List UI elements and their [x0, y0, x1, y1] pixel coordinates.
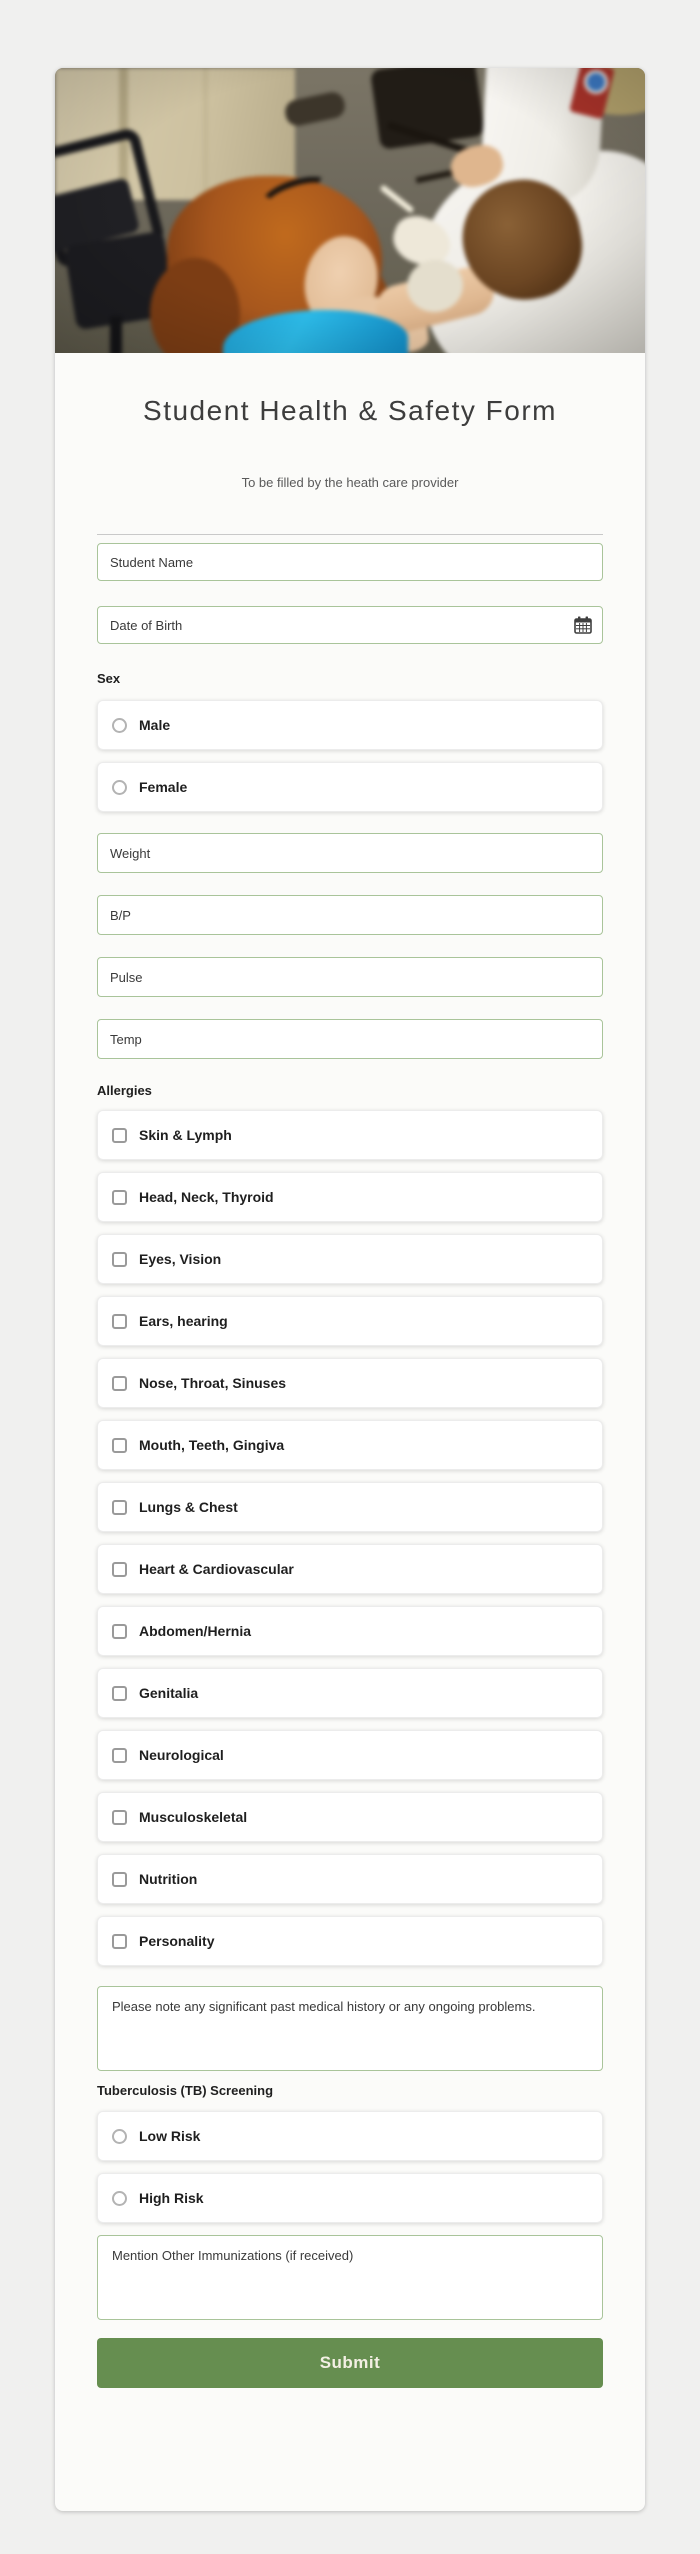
radio-option-label: High Risk [139, 2190, 204, 2206]
checkbox-option-heart-cardiovascular[interactable] [97, 1544, 603, 1594]
radio-option-label: Male [139, 717, 171, 733]
checkbox-option-lungs-chest[interactable] [97, 1482, 603, 1532]
checkbox-option-label: Heart & Cardiovascular [139, 1561, 294, 1577]
radio-option-low-risk[interactable] [97, 2111, 603, 2161]
form-card [55, 68, 645, 2511]
checkbox-option-label: Nose, Throat, Sinuses [139, 1375, 287, 1391]
checkbox-icon[interactable] [112, 1376, 127, 1391]
checkbox-icon[interactable] [112, 1190, 127, 1205]
checkbox-option-ears-hearing[interactable] [97, 1296, 603, 1346]
checkbox-option-label: Mouth, Teeth, Gingiva [139, 1437, 285, 1453]
checkbox-option-label: Abdomen/Hernia [139, 1623, 252, 1639]
checkbox-icon[interactable] [112, 1872, 127, 1887]
other-immunizations-textarea[interactable] [97, 2235, 603, 2320]
checkbox-icon[interactable] [112, 1252, 127, 1267]
sex-label: Sex [97, 671, 121, 686]
checkbox-icon[interactable] [112, 1500, 127, 1515]
checkbox-option-label: Lungs & Chest [139, 1499, 238, 1515]
radio-option-label: Female [139, 779, 188, 795]
temp-input[interactable] [97, 1019, 603, 1059]
medical-history-textarea[interactable] [97, 1986, 603, 2071]
form-subtitle: To be filled by the heath care provider [241, 475, 459, 490]
checkbox-option-label: Skin & Lymph [139, 1127, 232, 1143]
checkbox-option-mouth-teeth-gingiva[interactable] [97, 1420, 603, 1470]
checkbox-icon[interactable] [112, 1562, 127, 1577]
checkbox-option-genitalia[interactable] [97, 1668, 603, 1718]
radio-option-male[interactable] [97, 700, 603, 750]
radio-option-high-risk[interactable] [97, 2173, 603, 2223]
checkbox-icon[interactable] [112, 1314, 127, 1329]
checkbox-icon[interactable] [112, 1934, 127, 1949]
checkbox-icon[interactable] [112, 1686, 127, 1701]
radio-icon[interactable] [112, 718, 127, 733]
checkbox-option-label: Eyes, Vision [139, 1251, 222, 1267]
checkbox-option-skin-lymph[interactable] [97, 1110, 603, 1160]
checkbox-icon[interactable] [112, 1438, 127, 1453]
checkbox-option-abdomen-hernia[interactable] [97, 1606, 603, 1656]
student-name-input[interactable] [97, 543, 603, 581]
checkbox-option-label: Neurological [139, 1747, 224, 1763]
header-image [55, 68, 645, 353]
checkbox-option-label: Nutrition [139, 1871, 198, 1887]
checkbox-option-label: Genitalia [139, 1685, 199, 1701]
checkbox-option-label: Head, Neck, Thyroid [139, 1189, 274, 1205]
tb-screening-label: Tuberculosis (TB) Screening [97, 2083, 274, 2098]
checkbox-option-musculoskeletal[interactable] [97, 1792, 603, 1842]
calendar-icon[interactable] [574, 616, 592, 634]
checkbox-icon[interactable] [112, 1810, 127, 1825]
date-of-birth-input[interactable] [97, 606, 603, 644]
page-title: Student Health & Safety Form [143, 395, 557, 426]
divider [97, 534, 603, 535]
checkbox-option-label: Personality [139, 1933, 215, 1949]
checkbox-option-nutrition[interactable] [97, 1854, 603, 1904]
radio-icon[interactable] [112, 2191, 127, 2206]
checkbox-option-label: Musculoskeletal [139, 1809, 248, 1825]
checkbox-option-personality[interactable] [97, 1916, 603, 1966]
bp-input[interactable] [97, 895, 603, 935]
radio-icon[interactable] [112, 2129, 127, 2144]
radio-option-label: Low Risk [139, 2128, 201, 2144]
checkbox-option-neurological[interactable] [97, 1730, 603, 1780]
weight-input[interactable] [97, 833, 603, 873]
checkbox-option-label: Ears, hearing [139, 1313, 228, 1329]
checkbox-icon[interactable] [112, 1624, 127, 1639]
submit-button[interactable]: Submit [97, 2338, 603, 2388]
pulse-input[interactable] [97, 957, 603, 997]
radio-icon[interactable] [112, 780, 127, 795]
checkbox-option-head-neck-thyroid[interactable] [97, 1172, 603, 1222]
allergies-label: Allergies [97, 1083, 152, 1098]
checkbox-icon[interactable] [112, 1128, 127, 1143]
checkbox-option-eyes-vision[interactable] [97, 1234, 603, 1284]
radio-option-female[interactable] [97, 762, 603, 812]
form-content [55, 391, 645, 2487]
checkbox-icon[interactable] [112, 1748, 127, 1763]
checkbox-option-nose-throat-sinuses[interactable] [97, 1358, 603, 1408]
